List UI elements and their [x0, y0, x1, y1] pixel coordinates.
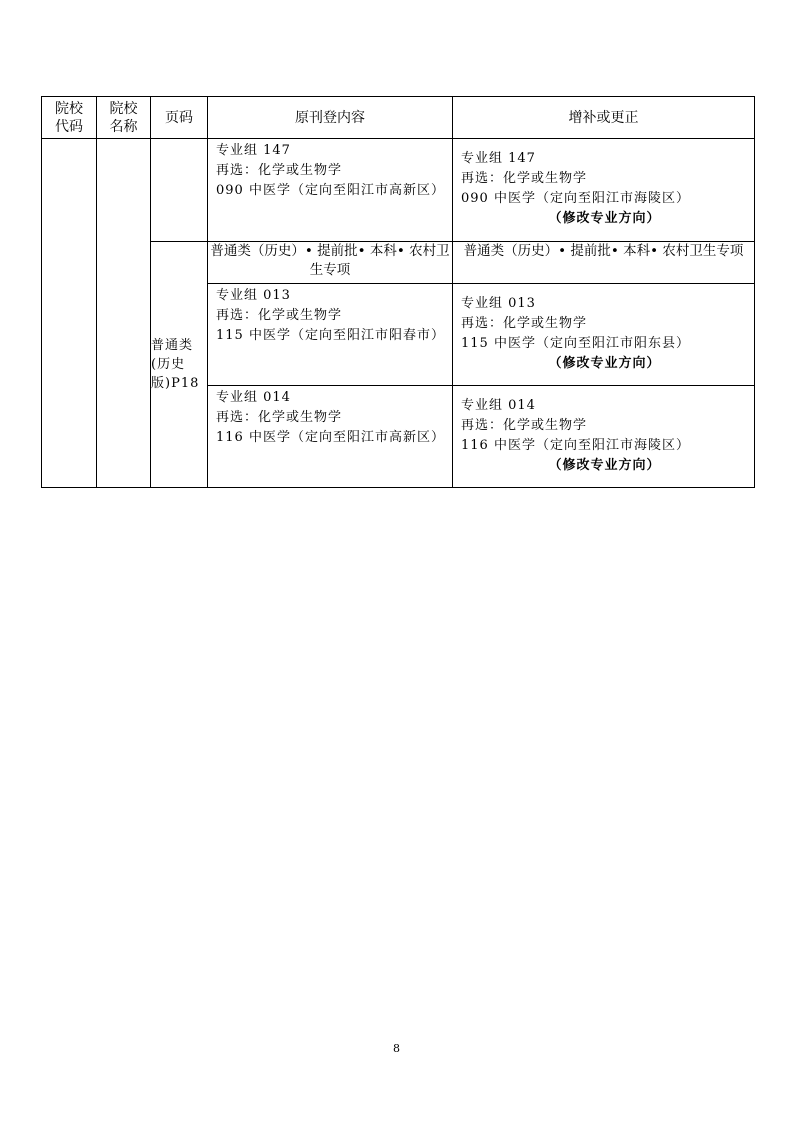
- correction-cell: [453, 139, 755, 242]
- major-line: 090 中医学（定向至阳江市海陵区）: [461, 191, 690, 206]
- school-name-cell: [97, 139, 151, 488]
- errata-table: [41, 96, 755, 488]
- group-line: 专业组 147: [461, 151, 536, 166]
- group-line: 专业组 013: [216, 288, 291, 303]
- correction-note: （修改专业方向）: [548, 356, 661, 371]
- original-cell: [208, 386, 453, 488]
- correction-cell: [453, 284, 755, 386]
- correction-cell: [453, 386, 755, 488]
- elective-line: 再选：化学或生物学: [216, 163, 343, 178]
- header-page: 页码: [151, 97, 208, 139]
- major-line: 090 中医学（定向至阳江市高新区）: [216, 183, 445, 198]
- correction-note: （修改专业方向）: [548, 211, 661, 226]
- major-line: 115 中医学（定向至阳江市阳东县）: [461, 336, 690, 351]
- header-correction: 增补或更正: [453, 97, 755, 139]
- group-line: 专业组 014: [216, 390, 291, 405]
- page-reference: 普通类(历史版)P18: [151, 242, 208, 488]
- major-line: 115 中医学（定向至阳江市阳春市）: [216, 328, 445, 343]
- school-code-cell: [42, 139, 97, 488]
- group-line: 专业组 147: [216, 143, 291, 158]
- header-row: [42, 97, 755, 139]
- page-cell-empty: [151, 139, 208, 242]
- correction-note: （修改专业方向）: [548, 458, 661, 473]
- group-line: 专业组 014: [461, 398, 536, 413]
- group-line: 专业组 013: [461, 296, 536, 311]
- section-title-original: 普通类（历史）• 提前批• 本科• 农村卫生专项: [208, 242, 453, 284]
- original-cell: [208, 139, 453, 242]
- header-original: 原刊登内容: [208, 97, 453, 139]
- section-title-correction: 普通类（历史）• 提前批• 本科• 农村卫生专项: [453, 242, 755, 284]
- header-school-code: 院校 代码: [42, 97, 97, 139]
- elective-line: 再选：化学或生物学: [461, 418, 588, 433]
- elective-line: 再选：化学或生物学: [461, 171, 588, 186]
- major-line: 116 中医学（定向至阳江市海陵区）: [461, 438, 690, 453]
- elective-line: 再选：化学或生物学: [216, 410, 343, 425]
- original-cell: [208, 284, 453, 386]
- header-school-name: 院校 名称: [97, 97, 151, 139]
- table-row: [42, 139, 755, 242]
- elective-line: 再选：化学或生物学: [216, 308, 343, 323]
- elective-line: 再选：化学或生物学: [461, 316, 588, 331]
- major-line: 116 中医学（定向至阳江市高新区）: [216, 430, 445, 445]
- page-number: 8: [393, 1042, 400, 1055]
